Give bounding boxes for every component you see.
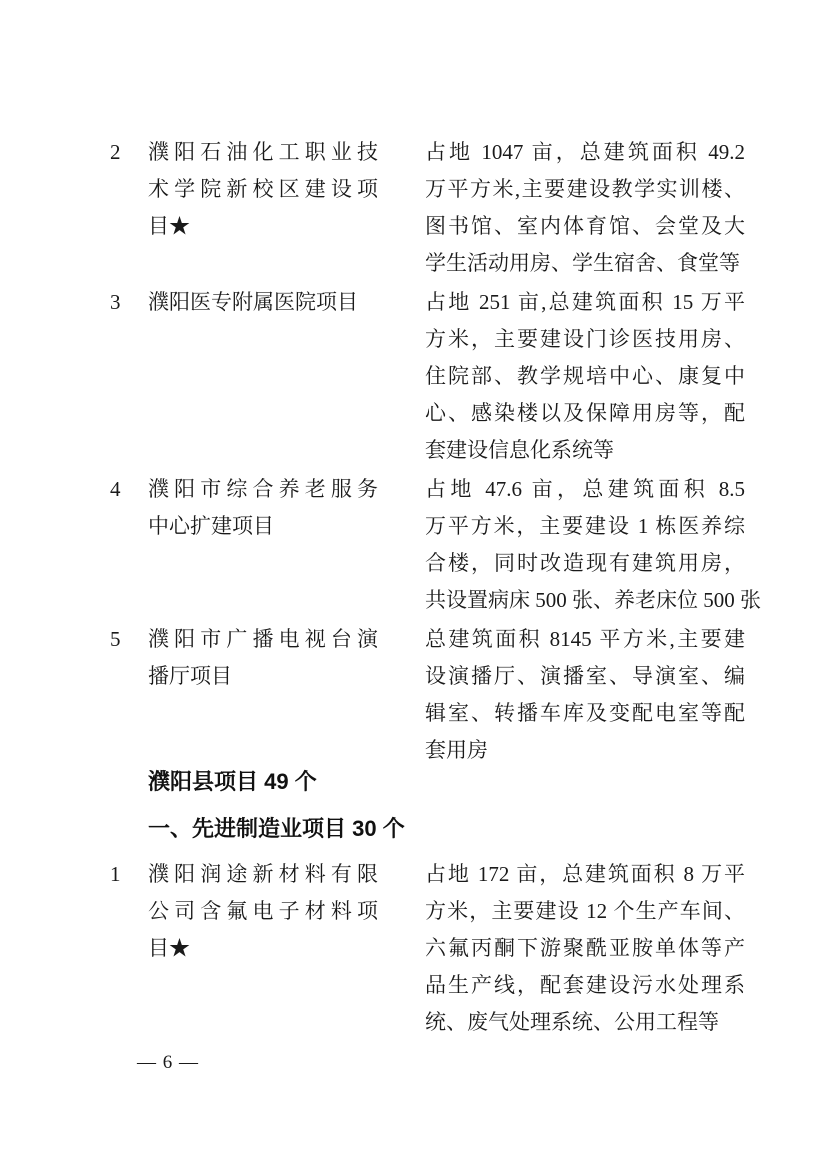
page-content <box>110 134 761 1043</box>
text-line: 套用房 <box>425 738 488 762</box>
project-name <box>148 471 378 545</box>
text-line: 六氟丙酮下游聚酰亚胺单体等产 <box>425 936 745 960</box>
project-row <box>110 284 750 469</box>
text-line: 占地 1047 亩，总建筑面积 49.2 <box>425 140 745 164</box>
text-line: 占地 251 亩,总建筑面积 15 万平 <box>425 290 745 314</box>
text-line: 万平方米,主要建设教学实训楼、 <box>425 177 745 201</box>
text-line: 占地 47.6 亩，总建筑面积 8.5 <box>425 477 745 501</box>
project-name <box>148 856 378 967</box>
project-name <box>148 284 378 321</box>
project-number: 1 <box>110 862 121 886</box>
project-list-county <box>110 856 750 1041</box>
project-description <box>425 134 745 282</box>
project-row <box>110 471 761 619</box>
text-line: 术学院新校区建设项 <box>148 177 378 201</box>
text-line: 目★ <box>148 214 190 238</box>
text-line: 品生产线，配套建设污水处理系 <box>425 973 745 997</box>
text-line: 中心扩建项目 <box>148 514 274 538</box>
project-number: 2 <box>110 140 121 164</box>
text-line: 心、感染楼以及保障用房等，配 <box>425 401 745 425</box>
text-line: 图书馆、室内体育馆、会堂及大 <box>425 214 745 238</box>
county-heading: 濮阳县项目 49 个 <box>148 769 317 794</box>
text-line: 合楼，同时改造现有建筑用房， <box>425 551 745 575</box>
text-line: 濮阳市广播电视台演 <box>148 627 378 651</box>
text-line: 总建筑面积 8145 平方米,主要建 <box>425 627 745 651</box>
text-line: 住院部、教学规培中心、康复中 <box>425 364 745 388</box>
text-line: 濮阳医专附属医院项目 <box>148 290 358 314</box>
text-line: 套建设信息化系统等 <box>425 438 614 462</box>
text-line: 万平方米，主要建设 1 栋医养综 <box>425 514 745 538</box>
text-line: 方米，主要建设 12 个生产车间、 <box>425 899 745 923</box>
project-description <box>425 284 745 469</box>
text-line: 设演播厅、演播室、导演室、编 <box>425 664 745 688</box>
text-line: 辑室、转播车库及变配电室等配 <box>425 701 745 725</box>
project-description <box>425 621 745 769</box>
text-line: 播厅项目 <box>148 664 232 688</box>
text-line: 目★ <box>148 936 190 960</box>
text-line: 濮阳润途新材料有限 <box>148 862 378 886</box>
text-line: 濮阳石油化工职业技 <box>148 140 378 164</box>
project-number: 4 <box>110 477 121 501</box>
text-line: 学生活动用房、学生宿舍、食堂等 <box>425 251 740 275</box>
category-heading: 一、先进制造业项目 30 个 <box>148 816 405 841</box>
text-line: 方米，主要建设门诊医技用房、 <box>425 327 745 351</box>
text-line: 共设置病床 500 张、养老床位 500 张 <box>425 588 761 612</box>
project-description <box>425 471 761 619</box>
page-number: — 6 — <box>137 1052 199 1073</box>
project-number: 5 <box>110 627 121 651</box>
text-line: 统、废气处理系统、公用工程等 <box>425 1010 719 1034</box>
project-number: 3 <box>110 290 121 314</box>
project-description <box>425 856 745 1041</box>
project-row <box>110 621 750 769</box>
project-row <box>110 134 750 282</box>
project-name <box>148 134 378 245</box>
project-list-city <box>110 134 761 769</box>
text-line: 濮阳市综合养老服务 <box>148 477 378 501</box>
text-line: 占地 172 亩，总建筑面积 8 万平 <box>425 862 745 886</box>
project-row <box>110 856 750 1041</box>
project-name <box>148 621 378 695</box>
text-line: 公司含氟电子材料项 <box>148 899 378 923</box>
